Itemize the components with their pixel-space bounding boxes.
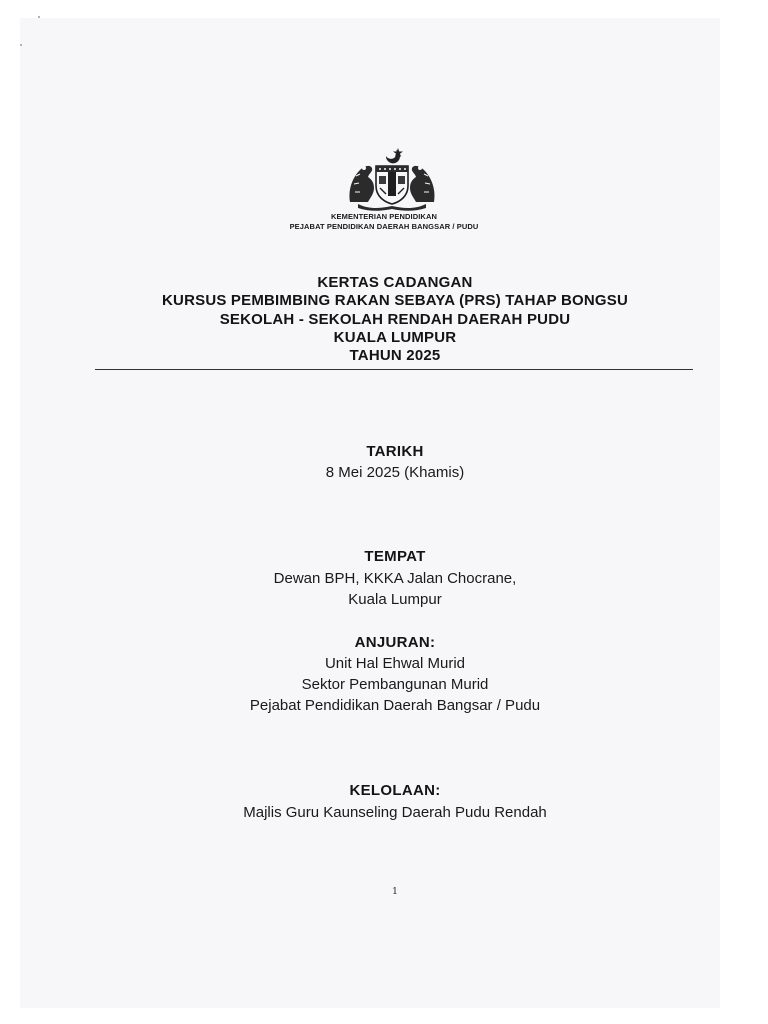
tempat-line: Dewan BPH, KKKA Jalan Chocrane, bbox=[273, 570, 517, 587]
tarikh-heading: TARIKH bbox=[366, 443, 424, 460]
ministry-name: KEMENTERIAN PENDIDIKAN bbox=[331, 212, 437, 221]
anjuran-line: Unit Hal Ehwal Murid bbox=[324, 655, 466, 672]
tarikh-value: 8 Mei 2025 (Khamis) bbox=[325, 464, 465, 481]
tempat-heading: TEMPAT bbox=[364, 548, 426, 565]
title-divider bbox=[95, 369, 693, 370]
malaysia-coat-of-arms-icon bbox=[342, 146, 442, 212]
document-title: KERTAS CADANGAN bbox=[317, 274, 473, 291]
scan-speck bbox=[38, 16, 40, 18]
city-title: KUALA LUMPUR bbox=[333, 329, 457, 346]
anjuran-heading: ANJURAN: bbox=[354, 634, 436, 651]
kelolaan-heading: KELOLAAN: bbox=[349, 782, 441, 799]
course-title: KURSUS PEMBIMBING RAKAN SEBAYA (PRS) TAHAP BONGSU bbox=[162, 292, 628, 309]
scan-speck bbox=[20, 44, 22, 46]
year-title: TAHUN 2025 bbox=[349, 347, 441, 364]
anjuran-line: Sektor Pembangunan Murid bbox=[301, 676, 489, 693]
tempat-line: Kuala Lumpur bbox=[348, 591, 442, 608]
schools-title: SEKOLAH - SEKOLAH RENDAH DAERAH PUDU bbox=[219, 311, 571, 328]
kelolaan-value: Majlis Guru Kaunseling Daerah Pudu Rendah bbox=[243, 804, 547, 821]
district-office-name: PEJABAT PENDIDIKAN DAERAH BANGSAR / PUDU bbox=[289, 222, 479, 231]
page-number: 1 bbox=[392, 887, 398, 897]
anjuran-line: Pejabat Pendidikan Daerah Bangsar / Pudu bbox=[249, 697, 541, 714]
